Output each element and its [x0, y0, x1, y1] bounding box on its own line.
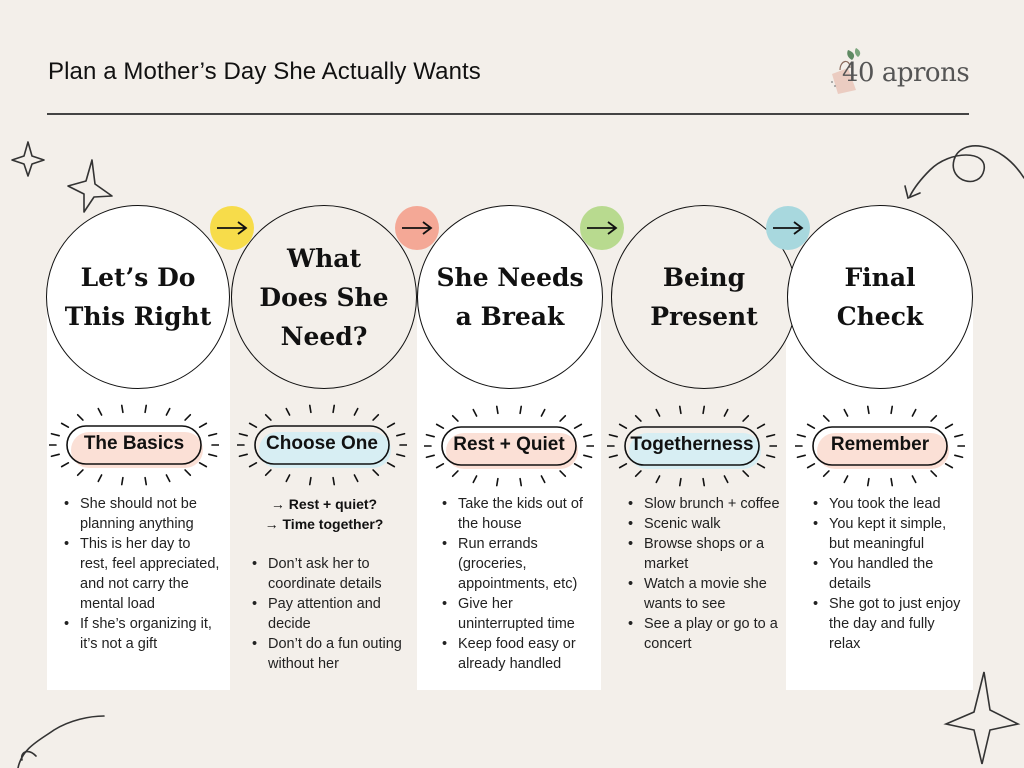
step-heading-1: Let’s Do This Right	[64, 263, 212, 331]
list-item: • Scenic walk	[626, 514, 786, 534]
sparkle-star-icon	[12, 142, 112, 212]
header-divider	[47, 113, 969, 115]
list-item: • Take the kids out of the house	[440, 494, 596, 534]
step-heading-5: Final Check	[836, 263, 924, 331]
bullet-list-5	[811, 494, 967, 654]
bullet-list-3	[440, 494, 596, 674]
badge-label-5: Remember	[830, 434, 930, 455]
list-item: • Give her uninterrupted time	[440, 594, 596, 634]
bullet-list-4	[626, 494, 786, 654]
badge-1	[49, 402, 219, 486]
step-heading-2: What Does She Need?	[259, 243, 389, 351]
choose-options	[236, 494, 412, 534]
arrow-right-icon	[401, 221, 433, 235]
arrow-step-4-5	[766, 206, 810, 250]
step-circle-2	[231, 205, 417, 389]
badge-3	[424, 403, 594, 487]
list-item: • She got to just enjoy the day and fully relax	[811, 594, 967, 654]
step-circle-1	[46, 205, 230, 389]
arrow-step-1-2	[210, 206, 254, 250]
list-item: • You kept it simple, but meaningful	[811, 514, 967, 554]
list-item: • You handled the details	[811, 554, 967, 594]
list-item: • Watch a movie she wants to see	[626, 574, 786, 614]
list-item: • See a play or go to a concert	[626, 614, 786, 654]
arrow-right-icon	[216, 221, 248, 235]
page-title: Plan a Mother’s Day She Actually Wants	[48, 58, 481, 85]
brand-name: 40 aprons	[842, 58, 970, 88]
badge-label-4: Togetherness	[630, 434, 754, 455]
badge-label-3: Rest + Quiet	[453, 434, 565, 455]
list-item: • Pay attention and decide	[250, 594, 412, 634]
step-heading-4: Being Present	[650, 263, 758, 331]
bullet-list-1	[62, 494, 222, 654]
badge-4	[607, 403, 777, 487]
list-item: • Slow brunch + coffee	[626, 494, 786, 514]
list-item: • Keep food easy or already handled	[440, 634, 596, 674]
arrow-right-icon	[772, 221, 804, 235]
list-item: • If she’s organizing it, it’s not a gift	[62, 614, 222, 654]
list-item: • Don’t do a fun outing without her	[250, 634, 412, 674]
arrow-step-2-3	[395, 206, 439, 250]
list-item: • Run errands (groceries, appointments, etc)	[440, 534, 596, 594]
badge-2	[237, 402, 407, 486]
badge-label-1: The Basics	[83, 433, 185, 454]
list-item: • You took the lead	[811, 494, 967, 514]
list-item: • Don’t ask her to coordinate details	[250, 554, 412, 594]
step-circle-5	[787, 205, 973, 389]
list-item: • This is her day to rest, feel appreciated, and not carry the mental load	[62, 534, 222, 614]
step-circle-3	[417, 205, 603, 389]
arrow-step-3-4	[580, 206, 624, 250]
list-item: • Browse shops or a market	[626, 534, 786, 574]
arrow-right-icon	[586, 221, 618, 235]
list-item: • She should not be planning anything	[62, 494, 222, 534]
bullet-list-2	[250, 554, 412, 674]
option-together: → Time together?	[264, 516, 384, 532]
option-rest: → Rest + quiet?	[270, 496, 378, 512]
step-heading-3: She Needs a Break	[436, 263, 584, 331]
badge-label-2: Choose One	[266, 433, 378, 454]
badge-5	[795, 403, 965, 487]
